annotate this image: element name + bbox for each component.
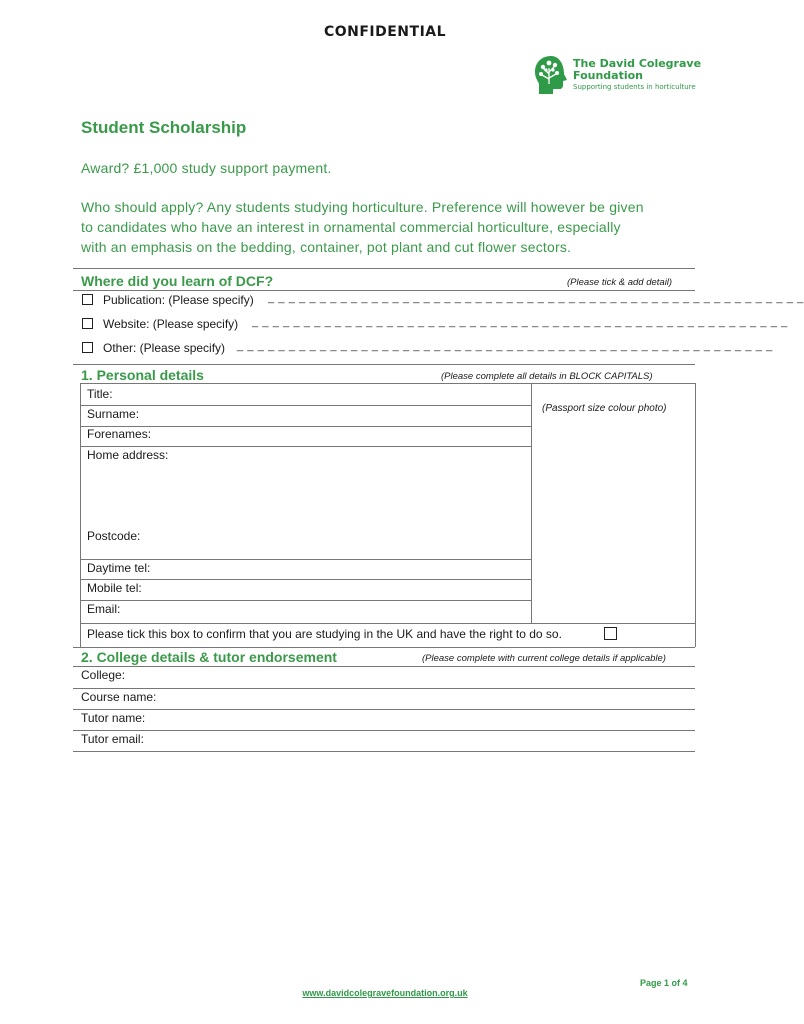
divider (80, 579, 531, 580)
college-heading: 2. College details & tutor endorsement (81, 649, 337, 665)
college-note: (Please complete with current college details if applicable) (422, 653, 666, 664)
logo-line2: Foundation (573, 69, 644, 82)
title-field[interactable]: Title: (87, 387, 113, 401)
divider (73, 730, 695, 731)
who-line-3: with an emphasis on the bedding, container, pot plant and cut flower sectors. (81, 239, 572, 255)
divider (73, 290, 695, 291)
college-field[interactable]: College: (81, 668, 126, 682)
divider (73, 751, 695, 752)
dcf-note: (Please tick & add detail) (567, 277, 673, 288)
other-checkbox[interactable] (82, 342, 93, 353)
divider (73, 268, 695, 269)
publication-label: Publication: (Please specify) (103, 293, 254, 307)
page-title: Student Scholarship (81, 118, 247, 137)
table-left-border (80, 383, 81, 647)
course-name-field[interactable]: Course name: (81, 690, 157, 704)
confidential-header: CONFIDENTIAL (323, 24, 447, 40)
mobile-tel-field[interactable]: Mobile tel: (87, 581, 142, 595)
tutor-email-field[interactable]: Tutor email: (81, 732, 144, 746)
confirm-label: Please tick this box to confirm that you are studying in the UK and have the right to do so. (87, 627, 562, 641)
divider (80, 623, 695, 624)
logo-line1: The David Colegrave (573, 57, 702, 70)
email-field[interactable]: Email: (87, 602, 121, 616)
tree-head-icon (533, 54, 571, 96)
other-label: Other: (Please specify) (103, 341, 226, 355)
photo-box[interactable]: (Passport size colour photo) (542, 403, 667, 414)
divider (73, 666, 695, 667)
who-line-2: to candidates who have an interest in ornamental commercial horticulture, especially (81, 219, 621, 235)
publication-checkbox[interactable] (82, 294, 93, 305)
website-label: Website: (Please specify) (103, 317, 239, 331)
photo-left-border (531, 383, 532, 623)
divider (73, 364, 695, 365)
divider (80, 405, 531, 406)
divider (73, 647, 695, 648)
dcf-heading: Where did you learn of DCF? (81, 273, 274, 289)
divider (80, 383, 695, 384)
publication-dashes[interactable]: _ _ _ _ _ _ _ _ _ _ _ _ _ _ _ _ _ _ _ _ _ _ _ _ _ _ _ _ _ _ _ _ _ _ _ _ _ _ _ _ _ _ _ _ _ _ _ _ _ _ _ _ (268, 292, 804, 304)
divider (80, 446, 531, 447)
page-number: Page 1 of 4 (640, 978, 688, 988)
surname-field[interactable]: Surname: (87, 407, 140, 421)
website-checkbox[interactable] (82, 318, 93, 329)
forenames-field[interactable]: Forenames: (87, 427, 152, 441)
table-right-border (695, 383, 696, 647)
award-text: Award? £1,000 study support payment. (81, 160, 332, 176)
divider (73, 709, 695, 710)
tutor-name-field[interactable]: Tutor name: (81, 711, 146, 725)
personal-heading: 1. Personal details (81, 367, 204, 383)
daytime-tel-field[interactable]: Daytime tel: (87, 561, 151, 575)
divider (73, 688, 695, 689)
divider (80, 559, 531, 560)
home-address-field[interactable]: Home address: (87, 448, 169, 462)
who-line-1: Who should apply? Any students studying horticulture. Preference will however be given (81, 199, 644, 215)
foundation-logo (533, 54, 713, 98)
logo-tagline: Supporting students in horticulture (573, 83, 696, 91)
other-dashes[interactable]: _ _ _ _ _ _ _ _ _ _ _ _ _ _ _ _ _ _ _ _ _ _ _ _ _ _ _ _ _ _ _ _ _ _ _ _ _ _ _ _ _ _ _ _ _ _ _ _ _ _ _ _ (237, 340, 773, 352)
website-dashes[interactable]: _ _ _ _ _ _ _ _ _ _ _ _ _ _ _ _ _ _ _ _ _ _ _ _ _ _ _ _ _ _ _ _ _ _ _ _ _ _ _ _ _ _ _ _ _ _ _ _ _ _ _ _ (252, 316, 788, 328)
website-link[interactable]: www.davidcolegravefoundation.org.uk (302, 988, 468, 998)
divider (80, 600, 531, 601)
personal-note: (Please complete all details in BLOCK CAPITALS) (441, 371, 653, 382)
postcode-field[interactable]: Postcode: (87, 529, 141, 543)
confirm-uk-checkbox[interactable] (604, 627, 617, 640)
